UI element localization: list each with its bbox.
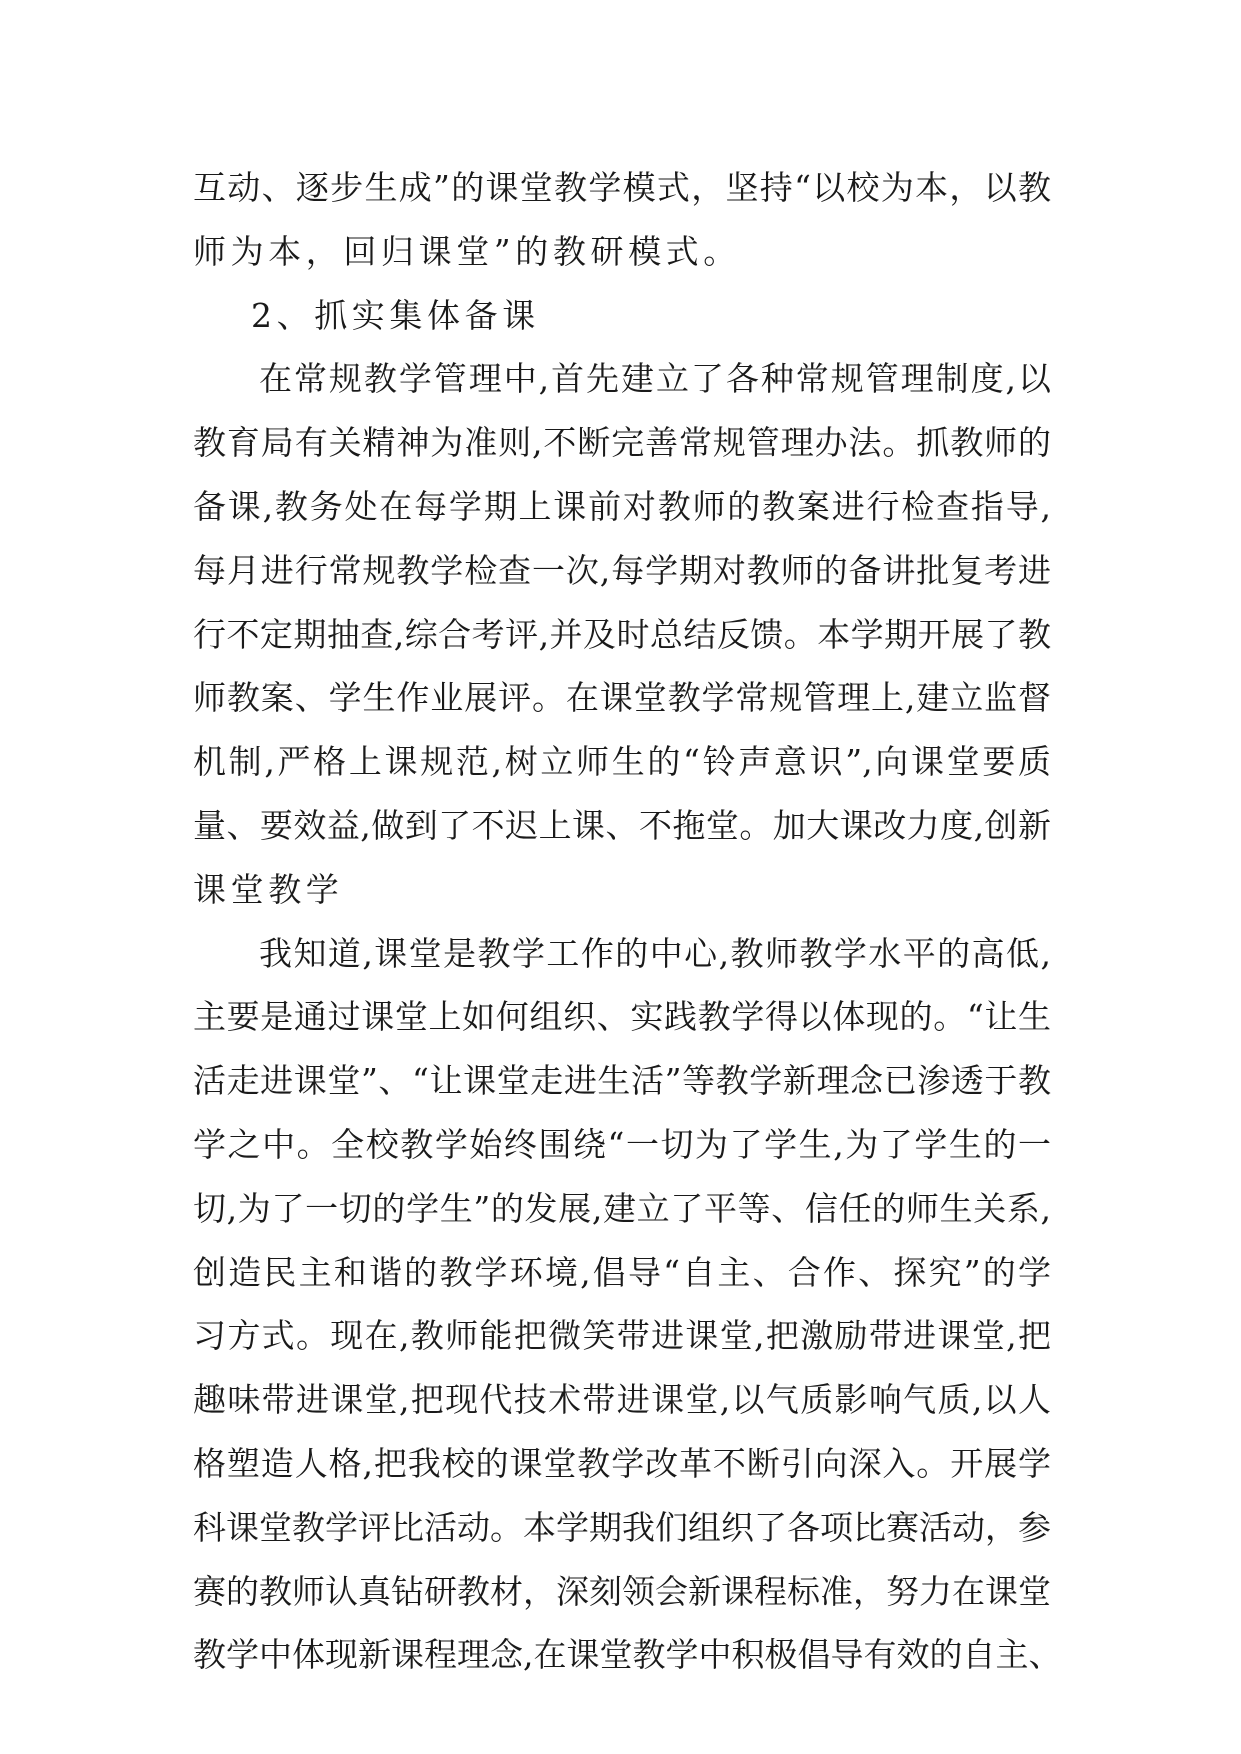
text-line: 活走进课堂”、“让课堂走进生活”等教学新理念已渗透于教: [193, 1061, 1051, 1101]
text-line: 量、要效益,做到了不迟上课、不拖堂。加大课改力度,创新: [193, 805, 1051, 845]
paragraph-2: [193, 347, 1051, 921]
document-page: [193, 156, 1062, 1687]
text-line: 科课堂教学评比活动。本学期我们组织了各项比赛活动，参: [193, 1507, 1051, 1547]
text-line: 师教案、学生作业展评。在课堂教学常规管理上,建立监督: [193, 678, 1051, 718]
text-line: 习方式。现在,教师能把微笑带进课堂,把激励带进课堂,把: [193, 1316, 1051, 1356]
paragraph-3: [193, 922, 1062, 1688]
text-line: 每月进行常规教学检查一次,每学期对教师的备讲批复考进: [193, 550, 1051, 590]
paragraph-1: [193, 156, 1051, 284]
text-line: 学之中。全校教学始终围绕“一切为了学生,为了学生的一: [193, 1124, 1051, 1164]
text-line: 在常规教学管理中,首先建立了各种常规管理制度,以: [259, 359, 1051, 399]
text-line: 师为本，回归课堂”的教研模式。: [193, 231, 741, 271]
heading-text: 2、抓实集体备课: [251, 295, 540, 335]
text-line: 格塑造人格,把我校的课堂教学改革不断引向深入。开展学: [193, 1443, 1051, 1483]
text-line: 创造民主和谐的教学环境,倡导“自主、合作、探究”的学: [193, 1252, 1051, 1292]
text-line: 行不定期抽查,综合考评,并及时总结反馈。本学期开展了教: [193, 614, 1051, 654]
text-line: 备课,教务处在每学期上课前对教师的教案进行检查指导,: [193, 486, 1051, 526]
text-line: 互动、逐步生成”的课堂教学模式，坚持“以校为本，以教: [193, 168, 1051, 207]
text-line: 主要是通过课堂上如何组织、实践教学得以体现的。“让生: [193, 997, 1051, 1037]
text-line: 课堂教学: [193, 869, 344, 909]
text-line: 教学中体现新课程理念,在课堂教学中积极倡导有效的自主、: [193, 1635, 1062, 1675]
text-line: 教育局有关精神为准则,不断完善常规管理办法。抓教师的: [193, 423, 1051, 463]
text-line: 赛的教师认真钻研教材，深刻领会新课程标准，努力在课堂: [193, 1571, 1051, 1611]
text-line: 切,为了一切的学生”的发展,建立了平等、信任的师生关系,: [193, 1188, 1051, 1228]
text-line: 我知道,课堂是教学工作的中心,教师教学水平的高低,: [259, 933, 1051, 973]
text-line: 机制,严格上课规范,树立师生的“铃声意识”,向课堂要质: [193, 742, 1051, 782]
text-line: 趣味带进课堂,把现代技术带进课堂,以气质影响气质,以人: [193, 1380, 1051, 1420]
section-heading: [193, 284, 1051, 348]
